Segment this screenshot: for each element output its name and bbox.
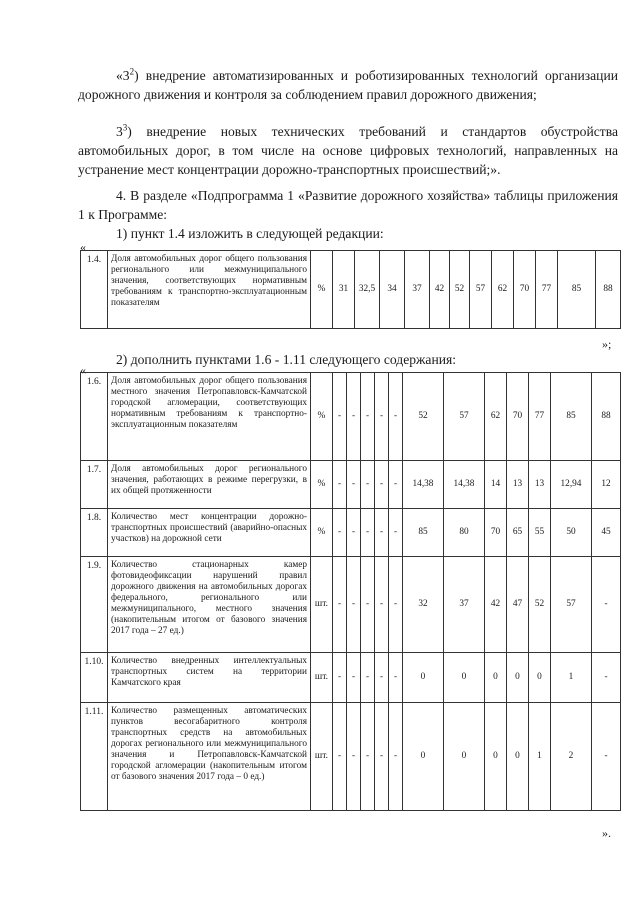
table-row — [81, 557, 621, 653]
value-cell: 57 — [444, 373, 485, 461]
table2-close-quote: ». — [602, 826, 611, 840]
value-cell: - — [361, 373, 375, 461]
value-cell: - — [389, 461, 403, 509]
value-cell: - — [592, 557, 621, 653]
table2-open-quote: « — [80, 363, 86, 377]
p1-prefix: «3 — [116, 68, 130, 83]
p1-sup: 2 — [129, 66, 135, 77]
table1-close-quote: »; — [602, 337, 612, 351]
paragraph-item-1-4: 1) пункт 1.4 изложить в следующей редакции: — [116, 226, 384, 241]
value-cell: - — [361, 703, 375, 811]
value-cell: - — [389, 703, 403, 811]
value-cell: 1 — [529, 703, 551, 811]
value-cell: - — [347, 653, 361, 703]
unit-cell: шт. — [311, 653, 333, 703]
value-cell: 47 — [507, 557, 529, 653]
value-cell: - — [333, 461, 347, 509]
value-cell: - — [375, 557, 389, 653]
value-cell: - — [389, 373, 403, 461]
p1-rest: ) внедрение автоматизированных и роботизированных технологий организации дорожного движения и контроля за соблюдением правил дорожного движения; — [78, 68, 618, 102]
value-cell: 55 — [529, 509, 551, 557]
row-number-cell: 1.9. — [81, 557, 108, 653]
unit-cell: шт. — [311, 703, 333, 811]
value-cell: 0 — [444, 703, 485, 811]
unit-cell: шт. — [311, 557, 333, 653]
value-cell: 32,5 — [355, 251, 380, 329]
value-cell: 32 — [403, 557, 444, 653]
value-cell: 14,38 — [403, 461, 444, 509]
indicator-name-cell: Количество размещенных автоматических пунктов весогабаритного контроля транспортных средств на автомобильных дорогах регионального или межмуниципального значения и Петропавловск-Камчатской городской агломерации (накопительным итогом от базового значения 2017 года – 0 ед.) — [108, 703, 311, 811]
value-cell: - — [333, 509, 347, 557]
value-cell: - — [375, 509, 389, 557]
value-cell: 31 — [333, 251, 355, 329]
value-cell: 12 — [592, 461, 621, 509]
value-cell: 70 — [507, 373, 529, 461]
row-number-cell: 1.8. — [81, 509, 108, 557]
value-cell: 13 — [529, 461, 551, 509]
value-cell: 34 — [380, 251, 405, 329]
table-row — [81, 653, 621, 703]
p2-prefix: 3 — [116, 124, 123, 139]
value-cell: 42 — [485, 557, 507, 653]
indicator-name-cell: Доля автомобильных дорог общего пользования регионального или межмуниципального значения, соответствующих нормативным требованиям к транспортно-эксплуатационным показателям — [108, 251, 311, 329]
value-cell: - — [592, 703, 621, 811]
table1-open-quote: « — [80, 240, 86, 254]
value-cell: 45 — [592, 509, 621, 557]
paragraph-standards — [78, 122, 618, 179]
value-cell: - — [389, 653, 403, 703]
value-cell: 50 — [551, 509, 592, 557]
row-number-cell: 1.10. — [81, 653, 108, 703]
indicator-name-cell: Доля автомобильных дорог регионального значения, работающих в режиме перегрузки, в их общей протяженности — [108, 461, 311, 509]
value-cell: 77 — [529, 373, 551, 461]
indicator-name-cell: Доля автомобильных дорог общего пользования местного значения Петропавловск-Камчатской городской агломерации, соответствующих нормативным требованиям к транспортно-эксплуатационным показателям — [108, 373, 311, 461]
table-row — [81, 251, 621, 329]
value-cell: 2 — [551, 703, 592, 811]
value-cell: 85 — [558, 251, 596, 329]
value-cell: 70 — [514, 251, 536, 329]
unit-cell: % — [311, 373, 333, 461]
value-cell: - — [333, 703, 347, 811]
paragraph-items-1-6-1-11: 2) дополнить пунктами 1.6 - 1.11 следующего содержания: — [116, 352, 457, 367]
value-cell: 0 — [403, 703, 444, 811]
value-cell: - — [592, 653, 621, 703]
value-cell: - — [389, 557, 403, 653]
value-cell: - — [361, 509, 375, 557]
value-cell: 42 — [430, 251, 450, 329]
indicator-name-cell: Количество стационарных камер фотовидеофиксации нарушений правил дорожного движения на автомобильных дорогах федерального, регионального или межмуниципального, местного значения (накопительным итогом от базового значения 2017 года – 27 ед.) — [108, 557, 311, 653]
value-cell: 88 — [592, 373, 621, 461]
value-cell: 88 — [596, 251, 621, 329]
value-cell: - — [333, 373, 347, 461]
table-row — [81, 509, 621, 557]
indicator-name-cell: Количество внедренных интеллектуальных транспортных систем на территории Камчатского края — [108, 653, 311, 703]
value-cell: 37 — [444, 557, 485, 653]
table-items-1-6-1-11 — [80, 372, 621, 811]
table-row — [81, 373, 621, 461]
value-cell: - — [375, 461, 389, 509]
value-cell: - — [333, 653, 347, 703]
value-cell: 62 — [485, 373, 507, 461]
value-cell: - — [375, 653, 389, 703]
row-number-cell: 1.4. — [81, 251, 108, 329]
value-cell: 57 — [470, 251, 492, 329]
table-item-1-4 — [80, 250, 621, 329]
indicator-name-cell: Количество мест концентрации дорожно-транспортных происшествий (аварийно-опасных участков) на дорожной сети — [108, 509, 311, 557]
value-cell: - — [375, 703, 389, 811]
value-cell: 52 — [450, 251, 470, 329]
row-number-cell: 1.6. — [81, 373, 108, 461]
value-cell: - — [347, 373, 361, 461]
value-cell: 14,38 — [444, 461, 485, 509]
value-cell: - — [347, 557, 361, 653]
value-cell: 0 — [444, 653, 485, 703]
value-cell: - — [389, 509, 403, 557]
value-cell: 85 — [403, 509, 444, 557]
value-cell: 1 — [551, 653, 592, 703]
table-row — [81, 703, 621, 811]
value-cell: 80 — [444, 509, 485, 557]
value-cell: 77 — [536, 251, 558, 329]
value-cell: 0 — [507, 703, 529, 811]
value-cell: 70 — [485, 509, 507, 557]
value-cell: - — [361, 653, 375, 703]
value-cell: 85 — [551, 373, 592, 461]
value-cell: 57 — [551, 557, 592, 653]
row-number-cell: 1.11. — [81, 703, 108, 811]
value-cell: - — [375, 373, 389, 461]
value-cell: 13 — [507, 461, 529, 509]
value-cell: 0 — [403, 653, 444, 703]
value-cell: - — [361, 557, 375, 653]
unit-cell: % — [311, 251, 333, 329]
row-number-cell: 1.7. — [81, 461, 108, 509]
p2-sup: 3 — [122, 122, 128, 133]
value-cell: - — [333, 557, 347, 653]
value-cell: 52 — [529, 557, 551, 653]
table-row — [81, 461, 621, 509]
value-cell: 0 — [529, 653, 551, 703]
value-cell: 0 — [485, 703, 507, 811]
value-cell: 37 — [405, 251, 430, 329]
value-cell: - — [347, 461, 361, 509]
value-cell: 0 — [485, 653, 507, 703]
value-cell: 14 — [485, 461, 507, 509]
paragraph-section: 4. В разделе «Подпрограмма 1 «Развитие дорожного хозяйства» таблицы приложения 1 к Программе: — [78, 188, 618, 222]
unit-cell: % — [311, 509, 333, 557]
value-cell: 62 — [492, 251, 514, 329]
paragraph-automation — [78, 66, 618, 104]
p2-rest: ) внедрение новых технических требований и стандартов обустройства автомобильных дорог, в том числе на основе цифровых технологий, направленных на устранение мест концентрации дорожно-транспортных происшествий;». — [78, 124, 618, 177]
value-cell: 65 — [507, 509, 529, 557]
value-cell: - — [361, 461, 375, 509]
value-cell: 12,94 — [551, 461, 592, 509]
value-cell: 0 — [507, 653, 529, 703]
value-cell: - — [347, 703, 361, 811]
unit-cell: % — [311, 461, 333, 509]
value-cell: 52 — [403, 373, 444, 461]
value-cell: - — [347, 509, 361, 557]
